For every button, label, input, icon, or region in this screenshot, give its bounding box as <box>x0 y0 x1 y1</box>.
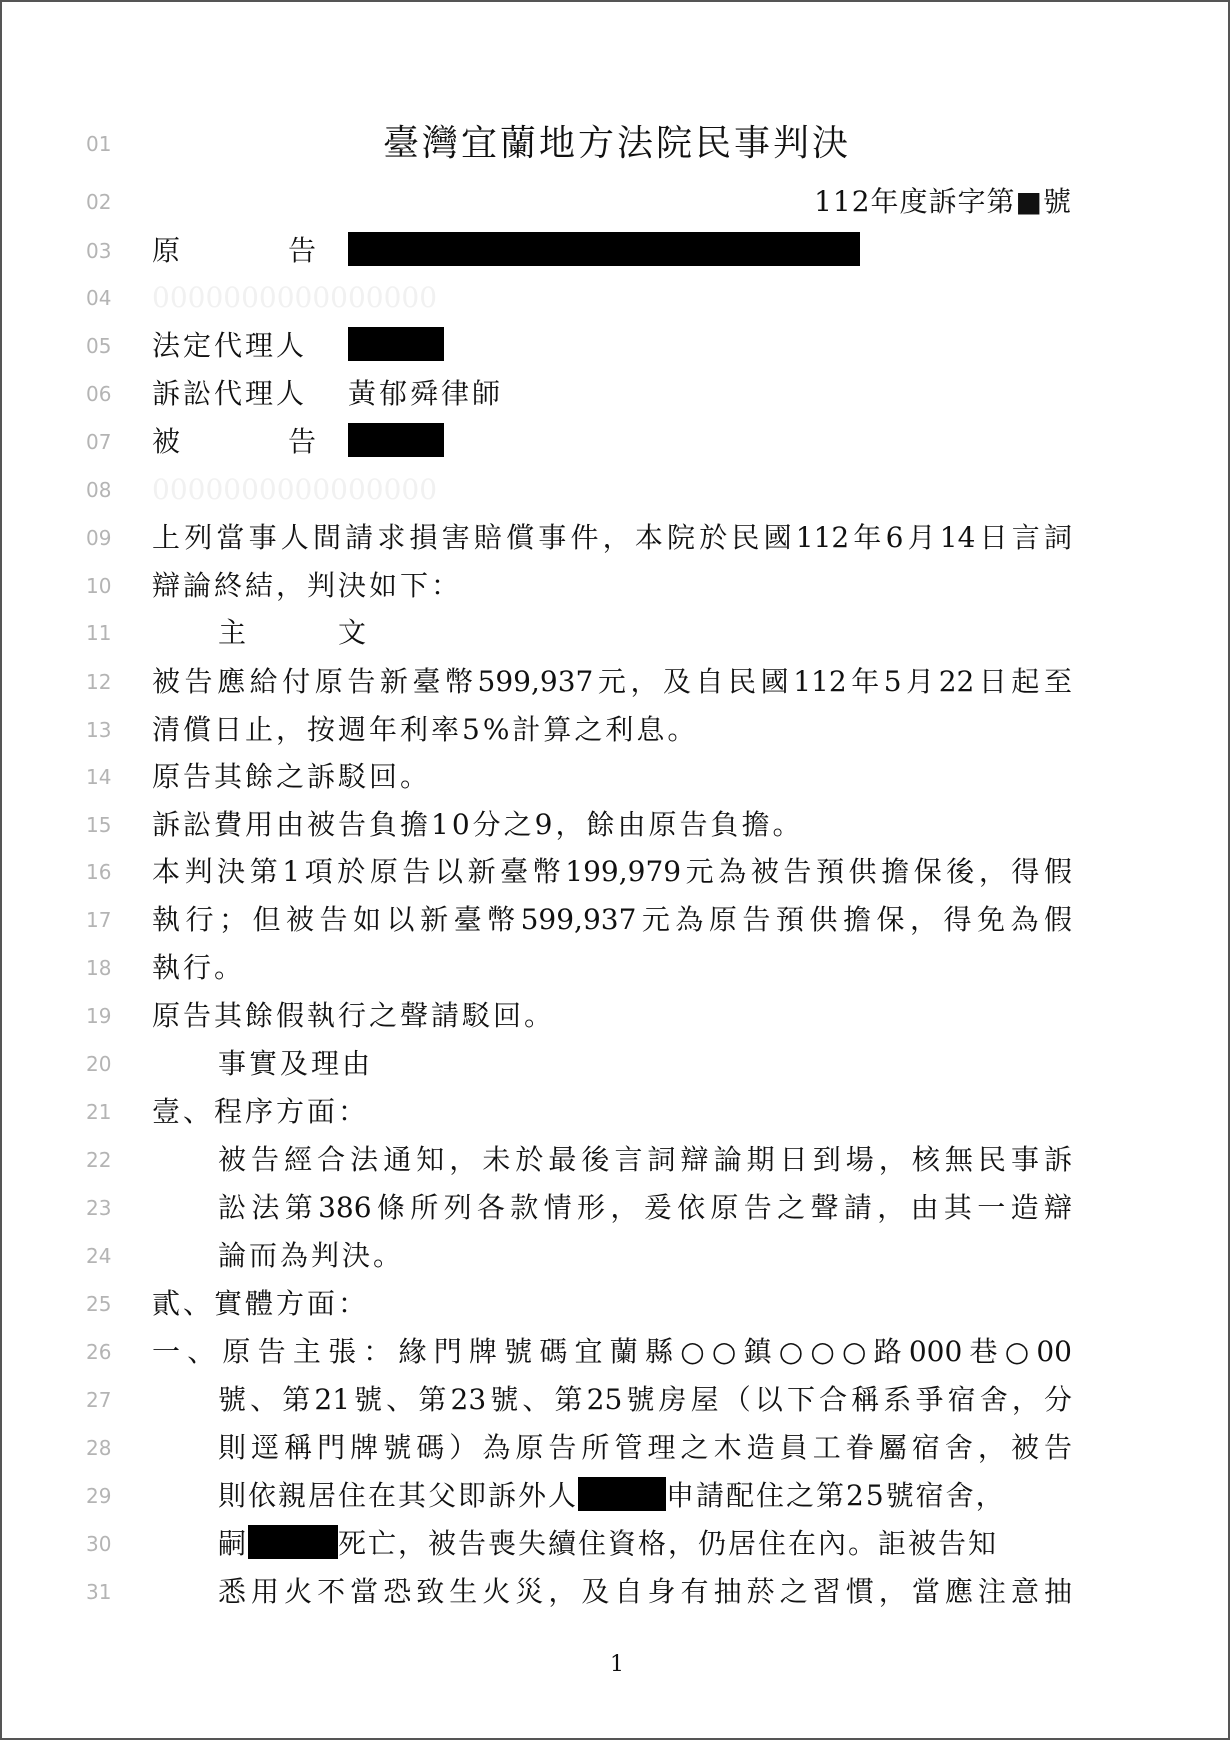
line-24 <box>2 1232 1230 1280</box>
paragraph-line: 執行。 <box>152 951 246 984</box>
subsection-heading: 貳、實體方面： <box>152 1287 370 1320</box>
redaction-block <box>348 423 444 457</box>
line-number: 16 <box>86 860 112 884</box>
line-31 <box>2 1568 1230 1616</box>
line-23 <box>2 1184 1230 1232</box>
line-05 <box>2 322 1230 370</box>
line-25 <box>2 1280 1230 1328</box>
line-number: 29 <box>86 1484 112 1508</box>
line-08 <box>2 466 1230 514</box>
line-number: 01 <box>86 132 112 156</box>
paragraph-line: 訟法第386條所列各款情形，爰依原告之聲請，由其一造辯 <box>218 1191 1072 1224</box>
paragraph-line: 上列當事人間請求損害賠償事件，本院於民國112年6月14日言詞 <box>152 521 1072 554</box>
paragraph-line: 悉用火不當恐致生火災，及自身有抽菸之習慣，當應注意抽 <box>218 1575 1072 1608</box>
line-number: 12 <box>86 670 112 694</box>
line-number: 31 <box>86 1580 112 1604</box>
line-19 <box>2 992 1230 1040</box>
line-11 <box>2 609 1230 657</box>
line-15 <box>2 801 1230 849</box>
redaction-block <box>348 327 444 361</box>
line-number: 08 <box>86 478 112 502</box>
redaction-block <box>248 1525 338 1559</box>
subsection-heading: 壹、程序方面： <box>152 1095 370 1128</box>
line-number: 23 <box>86 1196 112 1220</box>
hidden-placeholder: 0000000000000000 <box>152 473 438 506</box>
paragraph-line: 本判決第1項於原告以新臺幣199,979元為被告預供擔保後，得假 <box>152 855 1072 888</box>
line-number: 10 <box>86 574 112 598</box>
line-number: 03 <box>86 239 112 263</box>
line-10 <box>2 562 1230 610</box>
line-number: 24 <box>86 1244 112 1268</box>
line-number: 13 <box>86 718 112 742</box>
paragraph-line: 一、原告主張：緣門牌號碼宜蘭縣○○鎮○○○路000巷○00 <box>152 1335 1072 1368</box>
line-number: 17 <box>86 908 112 932</box>
line-30 <box>2 1520 1230 1568</box>
line-number: 26 <box>86 1340 112 1364</box>
paragraph-line: 原告其餘假執行之聲請駁回。 <box>152 999 556 1032</box>
paragraph-line: 執行；但被告如以新臺幣599,937元為原告預供擔保，得免為假 <box>152 903 1072 936</box>
paragraph-line: 訴訟費用由被告負擔10分之9，餘由原告負擔。 <box>152 808 804 841</box>
paragraph-line: 嗣 死亡，被告喪失續住資格，仍居住在內。詎被告知 <box>218 1527 999 1560</box>
line-number: 30 <box>86 1532 112 1556</box>
document-title: 臺灣宜蘭地方法院民事判決 <box>382 123 851 164</box>
page-number: 1 <box>610 1652 624 1677</box>
line-14 <box>2 753 1230 801</box>
line-03 <box>2 227 1230 275</box>
line-number: 20 <box>86 1052 112 1076</box>
line-number: 09 <box>86 526 112 550</box>
line-number: 05 <box>86 334 112 358</box>
paragraph-line: 被告經合法通知，未於最後言詞辯論期日到場，核無民事訴 <box>218 1143 1072 1176</box>
line-number: 25 <box>86 1292 112 1316</box>
line-number: 18 <box>86 956 112 980</box>
line-number: 22 <box>86 1148 112 1172</box>
redaction-block <box>578 1477 666 1511</box>
line-17 <box>2 896 1230 944</box>
line-21 <box>2 1088 1230 1136</box>
redaction-block <box>348 232 860 266</box>
line-06 <box>2 370 1230 418</box>
paragraph-line: 原告其餘之訴駁回。 <box>152 760 432 793</box>
line-04 <box>2 274 1230 322</box>
plaintiff-label: 原 告 <box>152 234 316 267</box>
line-12 <box>2 658 1230 706</box>
line-26 <box>2 1328 1230 1376</box>
paragraph-line: 清償日止，按週年利率5%計算之利息。 <box>152 713 699 746</box>
line-16 <box>2 848 1230 896</box>
paragraph-line: 號、第21號、第23號、第25號房屋（以下合稱系爭宿舍，分 <box>218 1383 1072 1416</box>
defendant-label: 被 告 <box>152 425 316 458</box>
line-number: 28 <box>86 1436 112 1460</box>
line-13 <box>2 706 1230 754</box>
line-number: 06 <box>86 382 112 406</box>
paragraph-line: 被告應給付原告新臺幣599,937元，及自民國112年5月22日起至 <box>152 665 1072 698</box>
hidden-placeholder: 0000000000000000 <box>152 281 438 314</box>
line-number: 19 <box>86 1004 112 1028</box>
line-09 <box>2 514 1230 562</box>
line-29 <box>2 1472 1230 1520</box>
paragraph-line: 論而為判決。 <box>218 1239 405 1272</box>
section-heading-facts: 事實及理由 <box>218 1047 374 1080</box>
line-28 <box>2 1424 1230 1472</box>
line-01 <box>2 120 1230 168</box>
line-number: 27 <box>86 1388 112 1412</box>
line-number: 14 <box>86 765 112 789</box>
legal-representative-label: 法定代理人 <box>152 329 308 362</box>
attorney-label: 訴訟代理人 <box>152 377 308 410</box>
line-number: 15 <box>86 813 112 837</box>
case-number: 112年度訴字第■號 <box>814 185 1072 218</box>
paragraph-line: 則逕稱門牌號碼）為原告所管理之木造員工眷屬宿舍，被告 <box>218 1431 1072 1464</box>
line-number: 02 <box>86 190 112 214</box>
line-number: 07 <box>86 430 112 454</box>
line-02 <box>2 178 1230 226</box>
attorney-name: 黃郁舜律師 <box>348 377 504 410</box>
line-07 <box>2 418 1230 466</box>
section-heading-main: 主文 <box>218 616 459 649</box>
paragraph-line: 則依親居住在其父即訴外人 申請配住之第25號宿舍， <box>218 1479 1006 1512</box>
line-27 <box>2 1376 1230 1424</box>
line-number: 21 <box>86 1100 112 1124</box>
line-number: 11 <box>86 621 112 645</box>
line-18 <box>2 944 1230 992</box>
line-22 <box>2 1136 1230 1184</box>
paragraph-line: 辯論終結，判決如下： <box>152 569 463 602</box>
line-number: 04 <box>86 286 112 310</box>
line-20 <box>2 1040 1230 1088</box>
